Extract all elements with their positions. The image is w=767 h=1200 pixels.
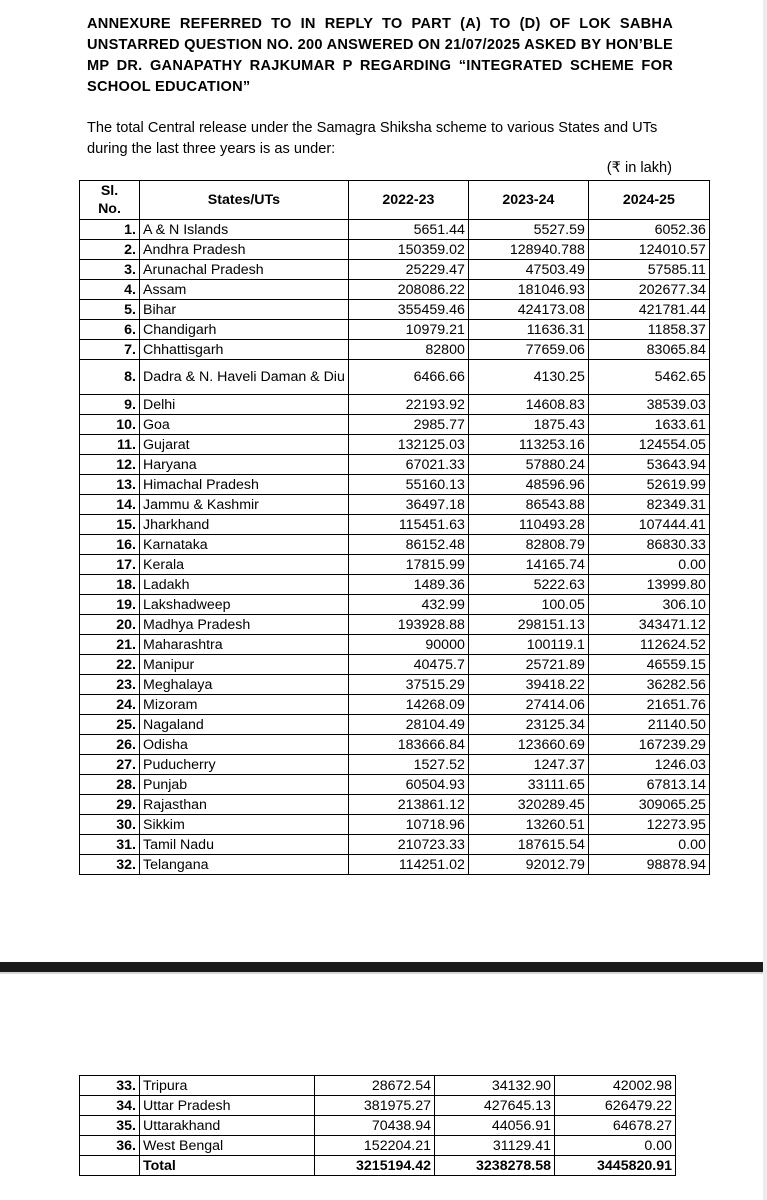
sl-cell: 3.: [80, 260, 140, 280]
value-2022-23: 25229.47: [348, 260, 468, 280]
table-row: [80, 1136, 676, 1156]
value-2024-25: 309065.25: [588, 795, 709, 815]
value-2024-25: 53643.94: [588, 455, 709, 475]
page-break-shadow: [0, 972, 767, 974]
table-row: [80, 455, 710, 475]
state-cell: Uttar Pradesh: [140, 1096, 315, 1116]
sl-cell: 25.: [80, 715, 140, 735]
table-row: [80, 775, 710, 795]
sl-cell: 29.: [80, 795, 140, 815]
value-2022-23: 152204.21: [315, 1136, 435, 1156]
sl-cell: 32.: [80, 855, 140, 875]
value-2022-23: 40475.7: [348, 655, 468, 675]
value-2024-25: 6052.36: [588, 220, 709, 240]
header-2024-25: 2024-25: [588, 181, 709, 220]
value-2024-25: 306.10: [588, 595, 709, 615]
state-cell: Dadra & N. Haveli Daman & Diu: [140, 360, 349, 395]
value-2024-25: 1246.03: [588, 755, 709, 775]
sl-cell: 13.: [80, 475, 140, 495]
table-row: [80, 835, 710, 855]
sl-cell: 21.: [80, 635, 140, 655]
state-cell: Bihar: [140, 300, 349, 320]
value-2022-23: 36497.18: [348, 495, 468, 515]
table-row: [80, 815, 710, 835]
sl-cell: 24.: [80, 695, 140, 715]
value-2024-25: 13999.80: [588, 575, 709, 595]
value-2022-23: 82800: [348, 340, 468, 360]
value-2023-24: 47503.49: [468, 260, 588, 280]
state-cell: Jammu & Kashmir: [140, 495, 349, 515]
table-row: [80, 635, 710, 655]
sl-cell: 36.: [80, 1136, 140, 1156]
value-2024-25: 626479.22: [555, 1096, 676, 1116]
sl-cell: 26.: [80, 735, 140, 755]
value-2023-24: 110493.28: [468, 515, 588, 535]
value-2022-23: 22193.92: [348, 395, 468, 415]
value-2023-24: 5222.63: [468, 575, 588, 595]
sl-cell: 34.: [80, 1096, 140, 1116]
table-row: [80, 715, 710, 735]
table-row: [80, 475, 710, 495]
state-cell: Andhra Pradesh: [140, 240, 349, 260]
state-cell: Manipur: [140, 655, 349, 675]
value-2023-24: 424173.08: [468, 300, 588, 320]
value-2024-25: 5462.65: [588, 360, 709, 395]
value-2024-25: 343471.12: [588, 615, 709, 635]
table-row: [80, 360, 710, 395]
total-2022-23: 3215194.42: [315, 1156, 435, 1176]
table-row: [80, 240, 710, 260]
value-2023-24: 31129.41: [435, 1136, 555, 1156]
table-row: [80, 1096, 676, 1116]
state-cell: Telangana: [140, 855, 349, 875]
value-2022-23: 132125.03: [348, 435, 468, 455]
value-2024-25: 167239.29: [588, 735, 709, 755]
table-row: [80, 1076, 676, 1096]
value-2023-24: 27414.06: [468, 695, 588, 715]
total-label: Total: [140, 1156, 315, 1176]
state-cell: Assam: [140, 280, 349, 300]
state-cell: Tamil Nadu: [140, 835, 349, 855]
sl-cell: 11.: [80, 435, 140, 455]
table-row: [80, 1116, 676, 1136]
state-cell: Lakshadweep: [140, 595, 349, 615]
sl-cell: 16.: [80, 535, 140, 555]
table-row: [80, 575, 710, 595]
value-2022-23: 14268.09: [348, 695, 468, 715]
state-cell: Odisha: [140, 735, 349, 755]
state-cell: Goa: [140, 415, 349, 435]
value-2023-24: 57880.24: [468, 455, 588, 475]
intro-text: The total Central release under the Samagra Shiksha scheme to various States and UTs during the last three years is as under:: [87, 120, 658, 157]
value-2024-25: 0.00: [588, 835, 709, 855]
value-2024-25: 46559.15: [588, 655, 709, 675]
value-2022-23: 2985.77: [348, 415, 468, 435]
sl-cell: 19.: [80, 595, 140, 615]
value-2024-25: 124010.57: [588, 240, 709, 260]
value-2022-23: 150359.02: [348, 240, 468, 260]
state-cell: Gujarat: [140, 435, 349, 455]
value-2024-25: 57585.11: [588, 260, 709, 280]
value-2024-25: 124554.05: [588, 435, 709, 455]
value-2022-23: 1527.52: [348, 755, 468, 775]
sl-cell: 28.: [80, 775, 140, 795]
table-row: [80, 595, 710, 615]
sl-cell: 18.: [80, 575, 140, 595]
value-2022-23: 6466.66: [348, 360, 468, 395]
value-2023-24: 48596.96: [468, 475, 588, 495]
annexure-heading: ANNEXURE REFERRED TO IN REPLY TO PART (A) TO (D) OF LOK SABHA UNSTARRED QUESTION NO. 200 ANSWERED ON 21/07/2025 ASKED BY HON’BLE MP DR. GANAPATHY RAJKUMAR P REGARDING “INTEGRATED SCHEME FOR SCHOOL EDUCATION”: [87, 16, 673, 95]
state-cell: Karnataka: [140, 535, 349, 555]
value-2023-24: 1247.37: [468, 755, 588, 775]
sl-cell: 1.: [80, 220, 140, 240]
value-2023-24: 13260.51: [468, 815, 588, 835]
value-2024-25: 11858.37: [588, 320, 709, 340]
value-2023-24: 25721.89: [468, 655, 588, 675]
state-cell: Sikkim: [140, 815, 349, 835]
value-2024-25: 107444.41: [588, 515, 709, 535]
value-2022-23: 67021.33: [348, 455, 468, 475]
value-2022-23: 183666.84: [348, 735, 468, 755]
total-sl-cell: [80, 1156, 140, 1176]
table-row: [80, 555, 710, 575]
sl-cell: 8.: [80, 360, 140, 395]
value-2023-24: 33111.65: [468, 775, 588, 795]
page-break-bar: [0, 962, 767, 972]
release-table: [79, 180, 710, 875]
value-2023-24: 187615.54: [468, 835, 588, 855]
table-row: [80, 395, 710, 415]
state-cell: Himachal Pradesh: [140, 475, 349, 495]
table-row: [80, 495, 710, 515]
value-2023-24: 100.05: [468, 595, 588, 615]
value-2022-23: 28104.49: [348, 715, 468, 735]
sl-cell: 2.: [80, 240, 140, 260]
value-2022-23: 432.99: [348, 595, 468, 615]
value-2022-23: 70438.94: [315, 1116, 435, 1136]
value-2023-24: 1875.43: [468, 415, 588, 435]
state-cell: Ladakh: [140, 575, 349, 595]
value-2024-25: 67813.14: [588, 775, 709, 795]
value-2022-23: 86152.48: [348, 535, 468, 555]
state-cell: Jharkhand: [140, 515, 349, 535]
sl-cell: 6.: [80, 320, 140, 340]
sl-cell: 33.: [80, 1076, 140, 1096]
table-body-continued: [80, 1076, 676, 1156]
value-2023-24: 34132.90: [435, 1076, 555, 1096]
sl-cell: 10.: [80, 415, 140, 435]
value-2022-23: 114251.02: [348, 855, 468, 875]
table-header-row: [80, 181, 710, 220]
state-cell: Haryana: [140, 455, 349, 475]
sl-cell: 20.: [80, 615, 140, 635]
sl-cell: 31.: [80, 835, 140, 855]
state-cell: Meghalaya: [140, 675, 349, 695]
value-2023-24: 4130.25: [468, 360, 588, 395]
sl-cell: 17.: [80, 555, 140, 575]
value-2024-25: 52619.99: [588, 475, 709, 495]
table-row: [80, 655, 710, 675]
value-2024-25: 64678.27: [555, 1116, 676, 1136]
state-cell: Chandigarh: [140, 320, 349, 340]
value-2024-25: 21140.50: [588, 715, 709, 735]
value-2022-23: 60504.93: [348, 775, 468, 795]
value-2023-24: 113253.16: [468, 435, 588, 455]
value-2023-24: 11636.31: [468, 320, 588, 340]
sl-cell: 22.: [80, 655, 140, 675]
sl-cell: 5.: [80, 300, 140, 320]
state-cell: Maharashtra: [140, 635, 349, 655]
value-2024-25: 38539.03: [588, 395, 709, 415]
table-row: [80, 755, 710, 775]
state-cell: Delhi: [140, 395, 349, 415]
value-2024-25: 98878.94: [588, 855, 709, 875]
unit-note: (₹ in lakh): [606, 160, 672, 176]
total-row: [80, 1156, 676, 1176]
value-2022-23: 5651.44: [348, 220, 468, 240]
value-2022-23: 208086.22: [348, 280, 468, 300]
value-2023-24: 86543.88: [468, 495, 588, 515]
value-2023-24: 320289.45: [468, 795, 588, 815]
value-2024-25: 421781.44: [588, 300, 709, 320]
header-states: States/UTs: [140, 181, 349, 220]
value-2022-23: 381975.27: [315, 1096, 435, 1116]
table-row: [80, 515, 710, 535]
value-2023-24: 39418.22: [468, 675, 588, 695]
table-row: [80, 220, 710, 240]
value-2023-24: 14165.74: [468, 555, 588, 575]
state-cell: Rajasthan: [140, 795, 349, 815]
total-2024-25: 3445820.91: [555, 1156, 676, 1176]
state-cell: Arunachal Pradesh: [140, 260, 349, 280]
value-2022-23: 1489.36: [348, 575, 468, 595]
sl-cell: 15.: [80, 515, 140, 535]
value-2023-24: 77659.06: [468, 340, 588, 360]
sl-cell: 4.: [80, 280, 140, 300]
value-2022-23: 210723.33: [348, 835, 468, 855]
sl-cell: 27.: [80, 755, 140, 775]
value-2022-23: 55160.13: [348, 475, 468, 495]
value-2023-24: 100119.1: [468, 635, 588, 655]
state-cell: Nagaland: [140, 715, 349, 735]
sl-cell: 9.: [80, 395, 140, 415]
state-cell: Tripura: [140, 1076, 315, 1096]
table-row: [80, 535, 710, 555]
value-2022-23: 10718.96: [348, 815, 468, 835]
table-body: [80, 220, 710, 875]
value-2023-24: 128940.788: [468, 240, 588, 260]
value-2023-24: 298151.13: [468, 615, 588, 635]
value-2024-25: 42002.98: [555, 1076, 676, 1096]
value-2022-23: 115451.63: [348, 515, 468, 535]
table-row: [80, 695, 710, 715]
sl-cell: 14.: [80, 495, 140, 515]
table-row: [80, 260, 710, 280]
value-2024-25: 0.00: [588, 555, 709, 575]
table-row: [80, 615, 710, 635]
value-2023-24: 14608.83: [468, 395, 588, 415]
value-2023-24: 5527.59: [468, 220, 588, 240]
table-row: [80, 735, 710, 755]
value-2024-25: 86830.33: [588, 535, 709, 555]
value-2023-24: 82808.79: [468, 535, 588, 555]
value-2023-24: 123660.69: [468, 735, 588, 755]
value-2023-24: 44056.91: [435, 1116, 555, 1136]
release-table-continued: [79, 1075, 676, 1176]
state-cell: A & N Islands: [140, 220, 349, 240]
value-2023-24: 181046.93: [468, 280, 588, 300]
sl-cell: 12.: [80, 455, 140, 475]
value-2024-25: 202677.34: [588, 280, 709, 300]
value-2024-25: 21651.76: [588, 695, 709, 715]
value-2022-23: 10979.21: [348, 320, 468, 340]
header-2022-23: 2022-23: [348, 181, 468, 220]
table-row: [80, 280, 710, 300]
sl-cell: 7.: [80, 340, 140, 360]
state-cell: Uttarakhand: [140, 1116, 315, 1136]
sl-cell: 30.: [80, 815, 140, 835]
total-2023-24: 3238278.58: [435, 1156, 555, 1176]
value-2023-24: 92012.79: [468, 855, 588, 875]
table-row: [80, 435, 710, 455]
value-2022-23: 213861.12: [348, 795, 468, 815]
state-cell: Madhya Pradesh: [140, 615, 349, 635]
state-cell: West Bengal: [140, 1136, 315, 1156]
table-row: [80, 415, 710, 435]
page-edge: [763, 0, 767, 1200]
sl-cell: 23.: [80, 675, 140, 695]
table-row: [80, 795, 710, 815]
sl-cell: 35.: [80, 1116, 140, 1136]
table-row: [80, 340, 710, 360]
header-2023-24: 2023-24: [468, 181, 588, 220]
value-2024-25: 1633.61: [588, 415, 709, 435]
value-2022-23: 37515.29: [348, 675, 468, 695]
header-sl-no: Sl. No.: [80, 181, 140, 220]
table-row: [80, 675, 710, 695]
value-2024-25: 36282.56: [588, 675, 709, 695]
state-cell: Punjab: [140, 775, 349, 795]
value-2024-25: 12273.95: [588, 815, 709, 835]
value-2024-25: 0.00: [555, 1136, 676, 1156]
table-row: [80, 320, 710, 340]
state-cell: Chhattisgarh: [140, 340, 349, 360]
state-cell: Puducherry: [140, 755, 349, 775]
table-row: [80, 300, 710, 320]
table-row: [80, 855, 710, 875]
value-2024-25: 83065.84: [588, 340, 709, 360]
value-2024-25: 112624.52: [588, 635, 709, 655]
value-2022-23: 355459.46: [348, 300, 468, 320]
value-2022-23: 90000: [348, 635, 468, 655]
state-cell: Mizoram: [140, 695, 349, 715]
value-2023-24: 23125.34: [468, 715, 588, 735]
value-2023-24: 427645.13: [435, 1096, 555, 1116]
state-cell: Kerala: [140, 555, 349, 575]
value-2022-23: 28672.54: [315, 1076, 435, 1096]
value-2022-23: 17815.99: [348, 555, 468, 575]
value-2022-23: 193928.88: [348, 615, 468, 635]
value-2024-25: 82349.31: [588, 495, 709, 515]
